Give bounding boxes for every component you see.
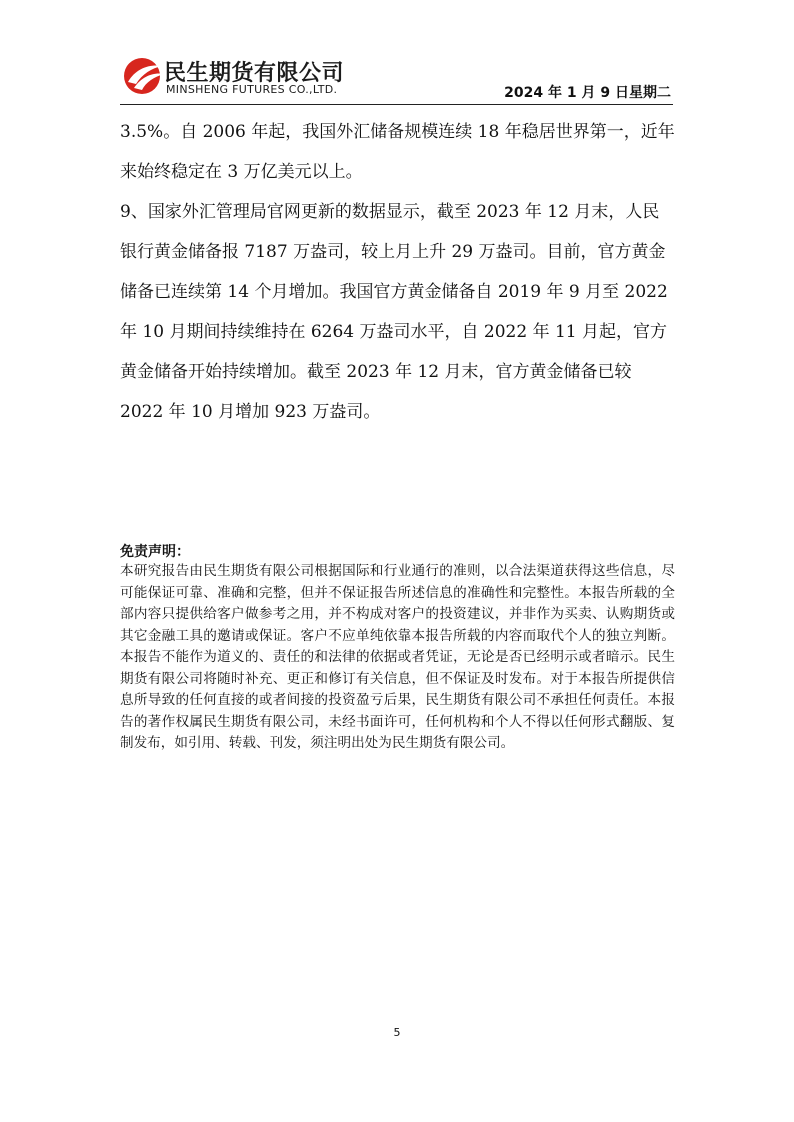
disclaimer-text: 本研究报告由民生期货有限公司根据国际和行业通行的准则，以合法渠道获得这些信息，尽可能保证可靠、准确和完整，但并不保证报告所述信息的准确性和完整性。本报告所载的全部内容只提供给客户做参考之用，并不构成对客户的投资建议，并非作为买卖、认购期货或其它金融工具的邀请或保证。客户不应单纯依靠本报告所载的内容而取代个人的独立判断。本报告不能作为道义的、责任的和法律的依据或者凭证，无论是否已经明示或者暗示。民生期货有限公司将随时补充、更正和修订有关信息，但不保证及时发布。对于本报告所提供信息所导致的任何直接的或者间接的投资盈亏后果，民生期货有限公司不承担任何责任。本报告的著作权属民生期货有限公司，未经书面许可，任何机构和个人不得以任何形式翻版、复制发布，如引用、转载、刊发，须注明出处为民生期货有限公司。 (120, 563, 675, 751)
company-name-cn: 民生期货有限公司 (164, 61, 345, 86)
company-name-en: MINSHENG FUTURES CO.,LTD. (166, 83, 338, 96)
header-divider (120, 104, 673, 105)
page-number: 5 (393, 1026, 401, 1039)
body-paragraph: 9、国家外汇管理局官网更新的数据显示，截至 2023 年 12 月末，人民银行黄金储备报 7187 万盎司，较上月上升 29 万盎司。目前，官方黄金储备已连续第 14 个月增加。我国官方黄金储备自 2019 年 9 月至 2022 年 10 月期间持续维持在 6264 万盎司水平，自 2022 年 11 月起，官方黄金储备开始持续增加。截至 2023 年 12 月末，官方黄金储备已较 2022 年 10 月增加 923 万盎司。 (120, 202, 668, 422)
report-date: 2024 年 1 月 9 日星期二 (504, 85, 671, 101)
report-body (120, 112, 675, 432)
page-header (120, 52, 673, 104)
body-paragraph: 3.5%。自 2006 年起，我国外汇储备规模连续 18 年稳居世界第一，近年来始终稳定在 3 万亿美元以上。 (120, 122, 675, 182)
disclaimer-section (120, 543, 675, 755)
minsheng-logo-icon (120, 54, 166, 98)
disclaimer-title: 免责声明： (120, 544, 190, 560)
